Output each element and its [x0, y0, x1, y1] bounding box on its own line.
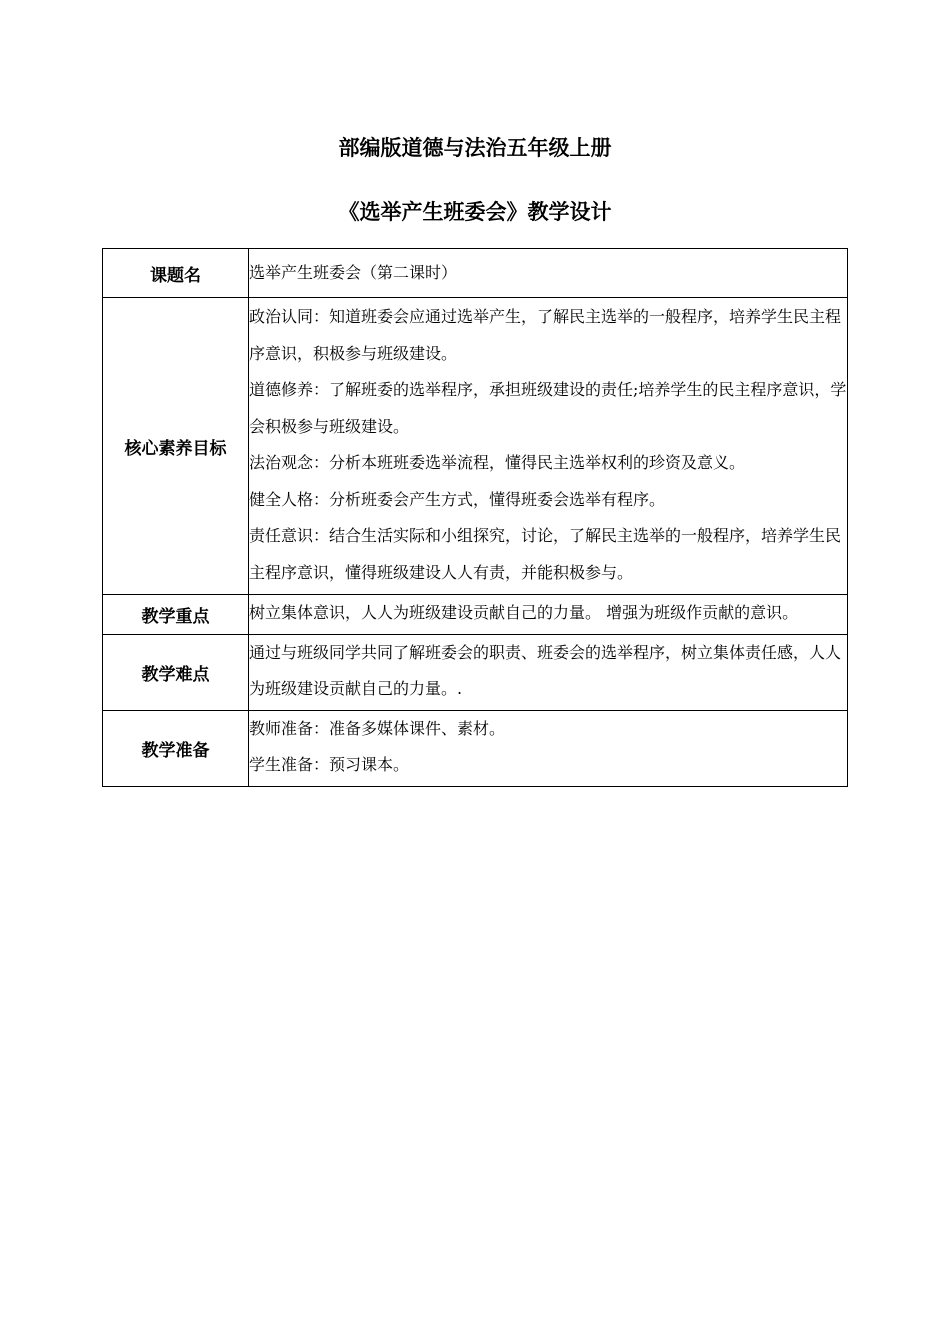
row-content — [249, 249, 848, 298]
content-paragraph: 学生准备：预习课本。 — [249, 755, 410, 774]
document-subtitle: 《选举产生班委会》教学设计 — [338, 200, 612, 224]
content-paragraph: 健全人格：分析班委会产生方式，懂得班委会选举有程序。 — [249, 489, 666, 509]
row-content — [249, 710, 848, 786]
row-label: 教学重点 — [103, 595, 249, 635]
table-row-lesson-title — [103, 249, 848, 298]
table-row-core-goals — [103, 298, 848, 595]
row-label: 核心素养目标 — [103, 298, 249, 595]
row-content — [249, 634, 848, 710]
table-row-key-points — [103, 595, 848, 635]
lesson-plan-table — [102, 248, 848, 787]
row-label: 课题名 — [103, 249, 249, 298]
content-paragraph: 选举产生班委会（第二课时） — [249, 262, 458, 282]
table-row-preparation — [103, 710, 848, 786]
row-content — [249, 595, 848, 635]
document-title: 部编版道德与法治五年级上册 — [338, 136, 612, 160]
row-label: 教学难点 — [103, 634, 249, 710]
row-label: 教学准备 — [103, 710, 249, 786]
content-paragraph: 法治观念：分析本班班委选举流程，懂得民主选举权利的珍资及意义。 — [249, 453, 746, 472]
content-paragraph: 通过与班级同学共同了解班委会的职责、班委会的选举程序，树立集体责任感，人人为班级建设贡献自己的力量。. — [249, 642, 842, 698]
content-paragraph: 政治认同：知道班委会应通过选举产生，了解民主选举的一般程序，培养学生民主程序意识，积极参与班级建设。 — [249, 307, 842, 363]
content-paragraph: 教师准备：准备多媒体课件、素材。 — [249, 718, 506, 738]
table-row-difficulties — [103, 634, 848, 710]
row-content — [249, 298, 848, 595]
content-paragraph: 责任意识：结合生活实际和小组探究，讨论，了解民主选举的一般程序，培养学生民主程序意识，懂得班级建设人人有责，并能积极参与。 — [249, 526, 842, 582]
content-paragraph: 树立集体意识，人人为班级建设贡献自己的力量。 增强为班级作贡献的意识。 — [249, 603, 799, 622]
content-paragraph: 道德修养：了解班委的选举程序，承担班级建设的责任;培养学生的民主程序意识，学会积极参与班级建设。 — [249, 380, 847, 436]
